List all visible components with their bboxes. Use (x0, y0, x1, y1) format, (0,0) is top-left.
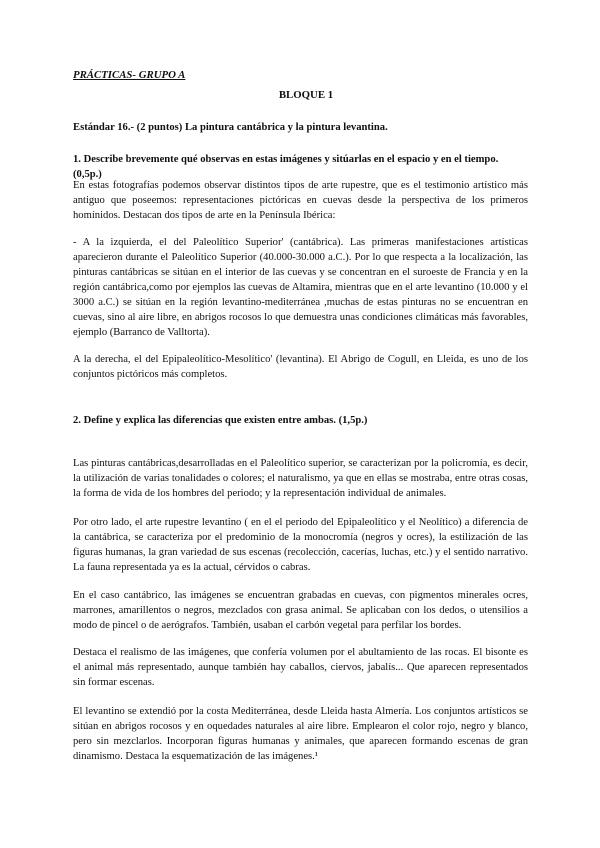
document-title: PRÁCTICAS- GRUPO A (73, 69, 186, 81)
standard-heading: Estándar 16.- (2 puntos) La pintura cantábrica y la pintura levantina. (73, 122, 388, 133)
question-2-paragraph: El levantino se extendió por la costa Mediterránea, desde Lleida hasta Almería. Los conjuntos artísticos se sitúan en abrigos rocosos y en oquedades naturales al aire libre. Emplearon el color rojo, negro y blanco, pero sin mezclarlos. Incorporan figuras humanas y animales, que aparecen formando escenas de gran dinamismo. Destaca la esquematización de las imágenes.¹ (73, 706, 528, 762)
section-title: BLOQUE 1 (278, 89, 334, 101)
question-2-paragraph: Las pinturas cantábricas,desarrolladas en el Paleolítico superior, se caracterizan por la policromía, es decir, la utilización de varias tonalidades o colores; el naturalismo, ya que en ellas se mostraba, entre otras cosas, la forma de vida de los hombres del periodo; y la representación individual de animales. (73, 458, 528, 499)
question-1-intro: En estas fotografías podemos observar distintos tipos de arte rupestre, que es el testimonio artístico más antiguo que poseemos: representaciones pictóricas en cuevas desde la perspectiva de los primeros homínidos. Destacan dos tipos de arte en la Península Ibérica: (73, 180, 528, 221)
question-2-paragraph: En el caso cantábrico, las imágenes se encuentran grabadas en cuevas, con pigmentos minerales ocres, marrones, amarillentos o negros, mezclados con grasa animal. Se aplicaban con los dedos, o utensilios a modo de pincel o de aerógrafos. También, usaban el carbón vegetal para perfilar los bordes. (73, 590, 528, 631)
question-1-heading: 1. Describe brevemente qué observas en estas imágenes y sitúarlas en el espacio y en el tiempo. (0,5p.) (73, 154, 499, 180)
question-1-right-paragraph: A la derecha, el del Epipaleolítico-Mesolítico' (levantina). El Abrigo de Cogull, en Lleida, es uno de los conjuntos pictóricos más completos. (73, 354, 528, 380)
question-2-paragraph: Por otro lado, el arte rupestre levantino ( en el el periodo del Epipaleolítico y el Neolítico) a diferencia de la cantábrica, se caracteriza por el predominio de la monocromía (negros y ocres), la estilización de las figuras humanas, la gran variedad de sus escenas (recolección, cacerías, luchas, etc.) y el sentido narrativo. La fauna representada ya es la actual, cérvidos o cabras. (73, 517, 528, 573)
question-2-heading: 2. Define y explica las diferencias que existen entre ambas. (1,5p.) (73, 415, 368, 426)
question-1-left-paragraph: - A la izquierda, el del Paleolítico Superior' (cantábrica). Las primeras manifestaciones artísticas aparecieron durante el Paleolítico Superior (40.000-30.000 a.C.). Por lo que respecta a la localización, las pinturas cantábricas se sitúan en el interior de las cuevas y se concentran en el suroeste de Francia y en la región cantábrica,como por ejemplos las cuevas de Altamira, mientras que en el arte levantino (10.000 y el 3000 a.C.) se sitúan en la región levantino-mediterránea ,muchas de estas pinturas no se encuentran en cuevas, sino al aire libre, en abrigos rocosos lo que demuestra unas condiciones climáticas más favorables, ejemplo (Barranco de Valltorta). (73, 237, 528, 338)
question-2-paragraph: Destaca el realismo de las imágenes, que confería volumen por el abultamiento de las rocas. El bisonte es el animal más representado, aunque también hay caballos, ciervos, jabalís... Que aparecen representados sin formar escenas. (73, 647, 528, 688)
